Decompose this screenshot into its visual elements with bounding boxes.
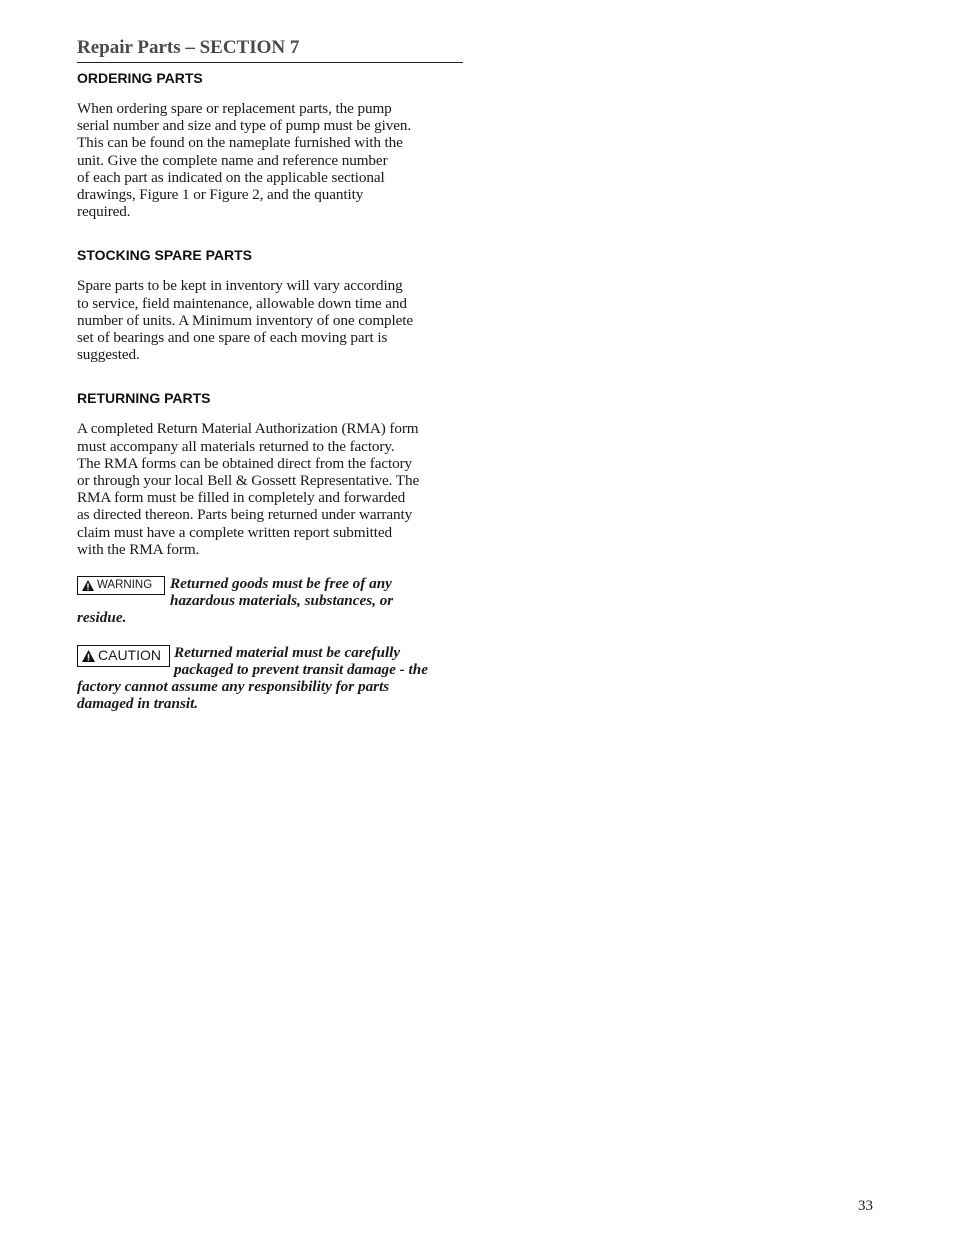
returning-line: RMA form must be filled in completely and forwarded: [77, 489, 406, 507]
warning-notice: [77, 575, 463, 627]
returning-line: or through your local Bell & Gossett Representative. The: [77, 472, 420, 490]
stocking-line: suggested.: [77, 346, 140, 364]
warning-triangle-icon: [82, 650, 95, 662]
ordering-line: required.: [77, 203, 131, 221]
warning-triangle-icon: [82, 580, 94, 591]
ordering-line: drawings, Figure 1 or Figure 2, and the quantity: [77, 186, 364, 204]
returning-line: The RMA forms can be obtained direct from the factory: [77, 454, 413, 472]
ordering-parts-heading: ORDERING PARTS: [77, 70, 203, 86]
returning-line: claim must have a complete written report submitted: [77, 523, 393, 541]
caution-label: CAUTION: [98, 647, 161, 664]
returning-line: A completed Return Material Authorization (RMA) form: [77, 420, 419, 438]
ordering-parts-paragraph: [77, 100, 463, 220]
caution-line: Returned material must be carefully: [174, 643, 401, 661]
caution-notice: [77, 644, 463, 713]
warning-line: hazardous materials, substances, or: [170, 592, 394, 610]
ordering-line: serial number and size and type of pump must be given.: [77, 117, 412, 135]
stocking-line: set of bearings and one spare of each moving part is: [77, 329, 388, 347]
ordering-line: When ordering spare or replacement parts, the pump: [77, 100, 392, 117]
stocking-line: Spare parts to be kept in inventory will vary according: [77, 277, 403, 295]
warning-line: residue.: [77, 609, 127, 627]
warning-line: Returned goods must be free of any: [170, 575, 392, 593]
stocking-spare-parts-heading: STOCKING SPARE PARTS: [77, 247, 253, 264]
ordering-line: This can be found on the nameplate furnished with the: [77, 134, 403, 152]
returning-line: as directed thereon. Parts being returned under warranty: [77, 506, 413, 524]
caution-line: damaged in transit.: [77, 695, 199, 713]
caution-line: factory cannot assume any responsibility for parts: [77, 678, 390, 696]
returning-parts-heading: RETURNING PARTS: [77, 390, 211, 407]
stocking-line: number of units. A Minimum inventory of one complete: [77, 311, 414, 329]
caution-badge: [77, 645, 170, 667]
warning-badge: [77, 576, 165, 595]
returning-line: with the RMA form.: [77, 540, 200, 558]
ordering-line: unit. Give the complete name and reference number: [77, 151, 388, 169]
returning-parts-paragraph: [77, 420, 463, 558]
stocking-spare-parts-paragraph: [77, 277, 463, 363]
ordering-line: of each part as indicated on the applicable sectional: [77, 168, 385, 186]
main-column: [77, 36, 463, 712]
page-number: 33: [858, 1198, 873, 1214]
section-title: Repair Parts – SECTION 7: [77, 36, 463, 63]
warning-label: WARNING: [97, 578, 153, 591]
caution-line: packaged to prevent transit damage - the: [174, 660, 428, 678]
stocking-line: to service, field maintenance, allowable down time and: [77, 294, 407, 312]
returning-line: must accompany all materials returned to the factory.: [77, 437, 395, 455]
